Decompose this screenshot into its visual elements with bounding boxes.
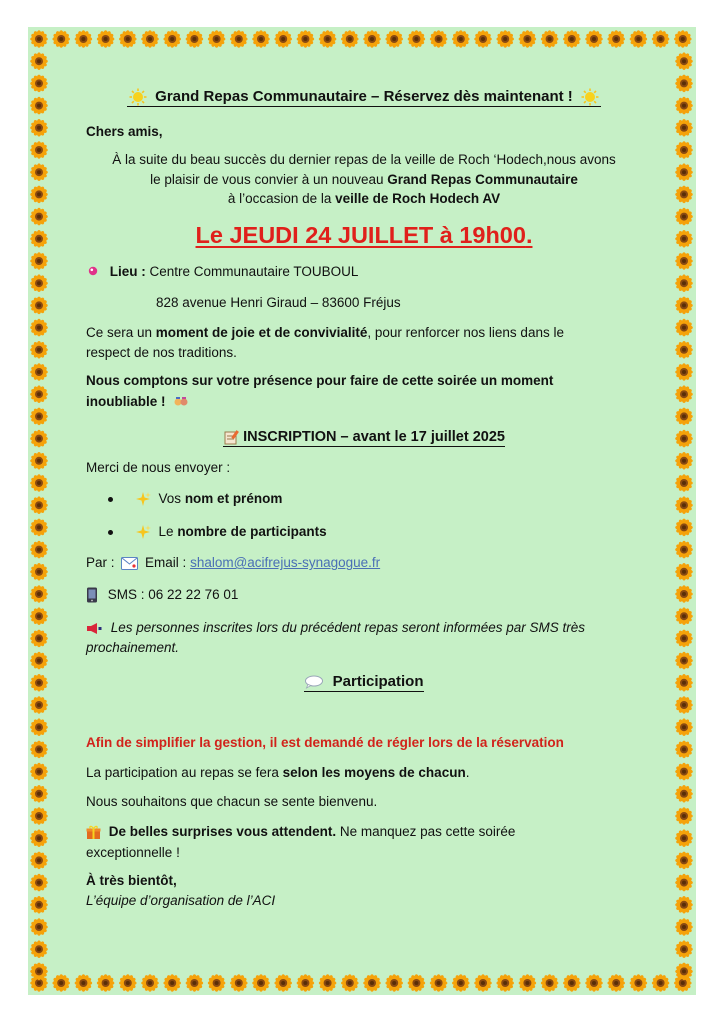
sunflower — [675, 652, 693, 670]
inscription-heading-text: INSCRIPTION – avant le 17 juillet 2025 — [243, 429, 505, 445]
sunflower — [119, 974, 137, 992]
sunflower — [30, 718, 48, 736]
email-label: Email : — [145, 555, 187, 570]
sunflower — [452, 30, 470, 48]
intro-line-1: À la suite du beau succès du dernier repas de la veille de Roch ‘Hodech,nous avons — [112, 152, 616, 167]
main-heading — [86, 87, 642, 107]
sunflower — [430, 974, 448, 992]
sparkles-icon — [135, 524, 151, 540]
sunflower — [541, 974, 559, 992]
sunflower — [675, 852, 693, 870]
sunflower — [496, 30, 514, 48]
notice-line-1 — [86, 618, 642, 638]
sunflower — [652, 30, 670, 48]
participation-text-pre: La participation au repas se fera — [86, 765, 283, 780]
sunflower — [474, 30, 492, 48]
sunflower — [385, 30, 403, 48]
sunflower — [675, 807, 693, 825]
sunflower — [30, 852, 48, 870]
sunflower — [675, 763, 693, 781]
sunflower — [675, 163, 693, 181]
sunflower — [675, 496, 693, 514]
sunflower — [30, 896, 48, 914]
sunflower — [30, 452, 48, 470]
sunflower — [675, 829, 693, 847]
sunflower — [30, 585, 48, 603]
sunflower — [30, 874, 48, 892]
event-name: Grand Repas Communautaire — [387, 172, 578, 187]
sunflower — [341, 30, 359, 48]
sunflower — [30, 385, 48, 403]
sunflower — [363, 30, 381, 48]
intro-line-3-text: à l’occasion de la — [227, 191, 336, 206]
date-text: Le JEUDI 24 JUILLET à 19h00 — [195, 222, 526, 248]
location-name: Centre Communautaire TOUBOUL — [149, 264, 359, 279]
sms-number: SMS : 06 22 22 76 01 — [107, 587, 239, 602]
participation-line — [86, 763, 469, 783]
welcome-line: Nous souhaitons que chacun se sente bienvenu. — [86, 794, 378, 809]
list-item-label: nombre de participants — [177, 524, 327, 539]
gift-icon — [86, 825, 101, 840]
sparkles-icon — [135, 491, 151, 507]
sunflower — [675, 718, 693, 736]
sunflower — [30, 119, 48, 137]
intro-line-2 — [86, 170, 642, 190]
sunflower — [30, 163, 48, 181]
sunflower — [675, 141, 693, 159]
sunflower — [30, 741, 48, 759]
bullet — [108, 497, 113, 502]
email-link[interactable]: shalom@acifrejus-synagogue.fr — [190, 555, 381, 570]
sunflower — [97, 974, 115, 992]
signature: L’équipe d’organisation de l’ACI — [86, 893, 276, 908]
simplify-notice: Afin de simplifier la gestion, il est demandé de régler lors de la réservation — [86, 735, 564, 750]
sunflower — [30, 252, 48, 270]
sunflower — [30, 208, 48, 226]
sunflower — [585, 30, 603, 48]
sunflower — [652, 974, 670, 992]
occasion-name: veille de Roch Hodech AV — [335, 191, 501, 206]
sunflower — [630, 974, 648, 992]
sunflower — [630, 30, 648, 48]
sunflower — [452, 974, 470, 992]
sunflower — [119, 30, 137, 48]
sunflower — [30, 807, 48, 825]
sunflower — [675, 563, 693, 581]
sunflower — [230, 30, 248, 48]
sunflower — [30, 230, 48, 248]
speech-bubble-icon — [304, 675, 324, 689]
sun-icon — [581, 88, 599, 106]
sunflower — [430, 30, 448, 48]
sunflower — [675, 363, 693, 381]
joy-line-1 — [86, 323, 642, 343]
sunflower — [675, 741, 693, 759]
location-line — [86, 262, 358, 282]
sunflower — [519, 974, 537, 992]
inscription-heading — [86, 427, 642, 447]
sunflower — [30, 341, 48, 359]
sunflower — [319, 30, 337, 48]
sunflower — [30, 274, 48, 292]
sunflower — [252, 974, 270, 992]
sunflower — [675, 785, 693, 803]
surprises-line-1 — [86, 822, 642, 842]
sunflower — [675, 696, 693, 714]
joy-line-2: respect de nos traditions. — [86, 345, 237, 360]
sunflower — [675, 97, 693, 115]
sunflower — [30, 607, 48, 625]
list-item — [108, 522, 327, 542]
sunflower — [30, 97, 48, 115]
sunflower — [675, 119, 693, 137]
sunflower — [274, 30, 292, 48]
sms-line — [86, 585, 238, 605]
list-item — [108, 489, 282, 509]
sunflower — [675, 940, 693, 958]
location-address: 828 avenue Henri Giraud – 83600 Fréjus — [156, 295, 401, 310]
joy-text-post: , pour renforcer nos liens dans le — [367, 325, 564, 340]
sunflower — [208, 30, 226, 48]
sunflower — [52, 974, 70, 992]
sunflower — [30, 541, 48, 559]
sunflower — [496, 974, 514, 992]
sunflower — [230, 974, 248, 992]
sunflower — [675, 319, 693, 337]
sunflower — [208, 974, 226, 992]
email-line — [86, 553, 380, 573]
sunflower — [30, 75, 48, 93]
closing: À très bientôt, — [86, 873, 177, 888]
sunflower — [675, 274, 693, 292]
party-icon — [173, 395, 189, 409]
sunflower — [675, 297, 693, 315]
sunflower — [30, 363, 48, 381]
participation-text-post: . — [465, 765, 470, 780]
sunflower — [675, 918, 693, 936]
sunflower — [408, 30, 426, 48]
sunflower — [585, 974, 603, 992]
send-us: Merci de nous envoyer : — [86, 460, 231, 475]
sunflower — [252, 30, 270, 48]
surprises-text: Ne manquez pas cette soirée — [336, 824, 516, 839]
sunflower — [30, 940, 48, 958]
sunflower — [186, 974, 204, 992]
participation-heading — [86, 672, 642, 692]
sunflower — [341, 974, 359, 992]
sunflower — [30, 674, 48, 692]
sunflower — [141, 974, 159, 992]
sunflower — [30, 186, 48, 204]
sunflower — [675, 341, 693, 359]
sunflower — [607, 974, 625, 992]
sun-icon — [129, 88, 147, 106]
sunflower — [385, 974, 403, 992]
sunflower — [30, 519, 48, 537]
joy-highlight: moment de joie et de convivialité — [155, 325, 368, 340]
sunflower — [75, 30, 93, 48]
sunflower — [675, 585, 693, 603]
sunflower — [30, 52, 48, 70]
par-label: Par : — [86, 555, 115, 570]
sunflower — [675, 230, 693, 248]
sunflower — [30, 829, 48, 847]
sunflower — [274, 974, 292, 992]
sunflower — [675, 52, 693, 70]
intro-line-2-text: le plaisir de vous convier à un nouveau — [150, 172, 388, 187]
count-on-line-2 — [86, 392, 189, 412]
joy-text-pre: Ce sera un — [86, 325, 156, 340]
sunflower — [163, 30, 181, 48]
sunflower — [30, 563, 48, 581]
sunflower — [30, 474, 48, 492]
sunflower — [163, 974, 181, 992]
sunflower — [319, 974, 337, 992]
sunflower — [563, 30, 581, 48]
sunflower — [675, 607, 693, 625]
sunflower — [675, 408, 693, 426]
sunflower — [297, 974, 315, 992]
list-item-label: nom et prénom — [184, 491, 283, 506]
memo-icon — [223, 429, 239, 445]
sunflower — [297, 30, 315, 48]
sunflower — [541, 30, 559, 48]
list-item-prefix: Vos — [158, 491, 185, 506]
sunflower — [674, 30, 692, 48]
greeting: Chers amis, — [86, 124, 163, 139]
envelope-icon — [121, 557, 138, 570]
sunflower — [186, 30, 204, 48]
sunflower — [675, 430, 693, 448]
sunflower — [30, 496, 48, 514]
sunflower — [675, 252, 693, 270]
sunflower — [52, 30, 70, 48]
sunflower — [30, 652, 48, 670]
sunflower — [675, 519, 693, 537]
sunflower — [519, 30, 537, 48]
surprises-highlight: De belles surprises vous attendent. — [108, 824, 337, 839]
event-date — [86, 220, 642, 254]
sunflower — [30, 696, 48, 714]
sunflower — [675, 208, 693, 226]
sunflower — [563, 974, 581, 992]
date-suffix: . — [525, 222, 533, 248]
notice-text: Les personnes inscrites lors du précédent repas seront informées par SMS très — [110, 620, 585, 635]
sunflower — [363, 974, 381, 992]
sunflower — [30, 963, 48, 981]
sunflower — [30, 141, 48, 159]
sunflower — [675, 674, 693, 692]
mobile-phone-icon — [86, 587, 98, 603]
participation-highlight: selon les moyens de chacun — [282, 765, 466, 780]
sunflower — [675, 874, 693, 892]
sunflower — [675, 896, 693, 914]
sunflower — [30, 408, 48, 426]
sunflower — [607, 30, 625, 48]
sunflower — [30, 297, 48, 315]
bullet — [108, 530, 113, 535]
sunflower — [30, 763, 48, 781]
sunflower — [30, 30, 48, 48]
count-on-text: inoubliable ! — [86, 394, 166, 409]
sunflower — [474, 974, 492, 992]
sunflower — [97, 30, 115, 48]
sunflower — [408, 974, 426, 992]
sunflower — [675, 186, 693, 204]
sunflower — [675, 630, 693, 648]
sunflower — [30, 918, 48, 936]
loudspeaker-icon — [86, 622, 103, 635]
heading-text: Grand Repas Communautaire – Réservez dès maintenant ! — [155, 88, 573, 105]
sunflower — [30, 430, 48, 448]
notice-line-2: prochainement. — [86, 640, 180, 655]
participation-heading-text: Participation — [332, 673, 424, 690]
sunflower — [675, 385, 693, 403]
sunflower — [30, 785, 48, 803]
list-item-prefix: Le — [158, 524, 178, 539]
sunflower — [675, 452, 693, 470]
sunflower — [30, 319, 48, 337]
count-on-line-1: Nous comptons sur votre présence pour faire de cette soirée un moment — [86, 373, 554, 388]
surprises-line-2: exceptionnelle ! — [86, 845, 180, 860]
sunflower — [675, 541, 693, 559]
intro-line-3 — [86, 189, 642, 209]
sunflower — [30, 630, 48, 648]
sunflower — [75, 974, 93, 992]
sunflower — [675, 75, 693, 93]
pushpin-icon — [86, 265, 100, 279]
location-label: Lieu : — [109, 264, 146, 279]
sunflower — [675, 474, 693, 492]
sunflower — [141, 30, 159, 48]
